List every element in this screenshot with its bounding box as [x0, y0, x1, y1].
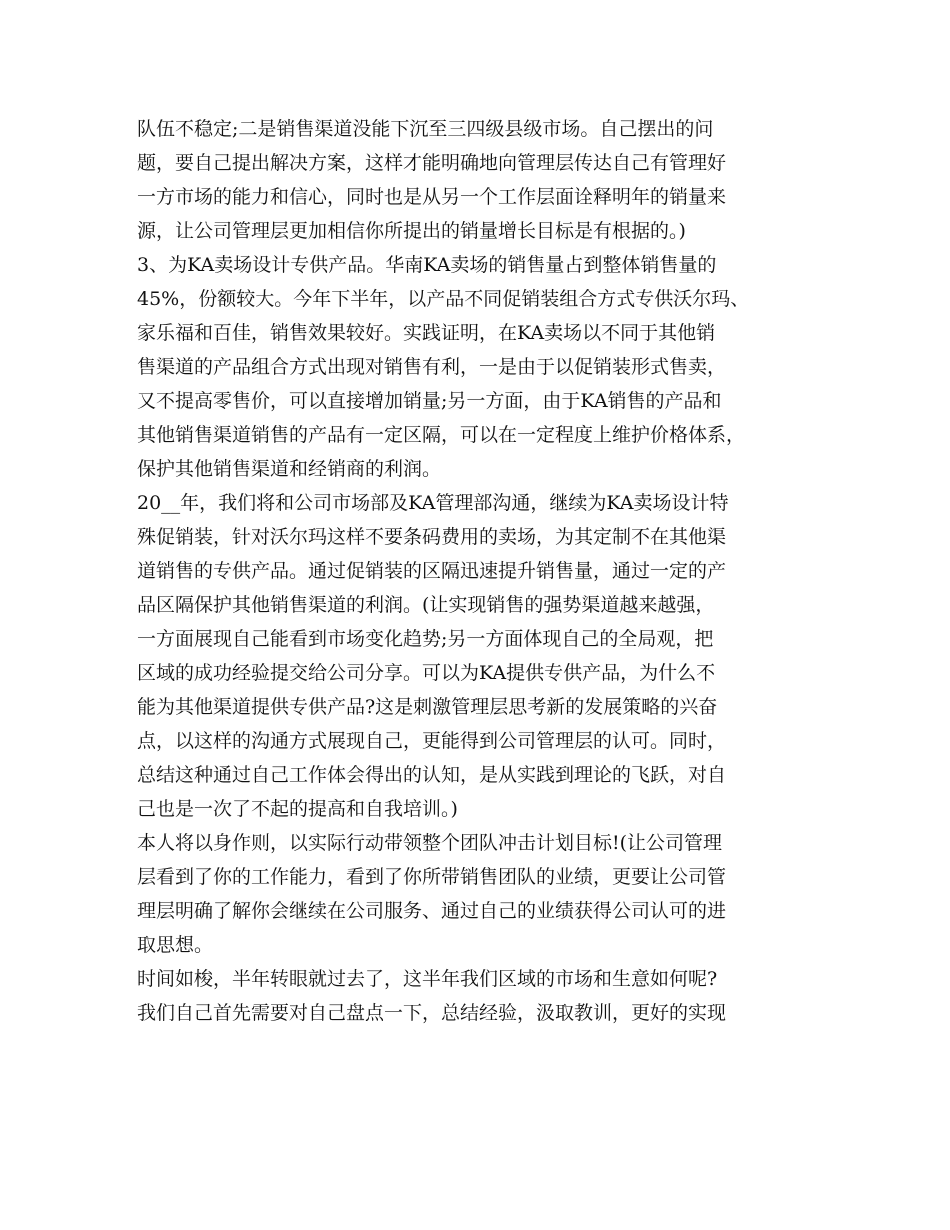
text-line: 一方市场的能力和信心，同时也是从另一个工作层面诠释明年的销量来	[137, 186, 727, 208]
text-line: 3、为KA卖场设计专供产品。华南KA卖场的销售量占到整体销售量的	[137, 254, 717, 276]
text-line: 总结这种通过自己工作体会得出的认知，是从实践到理论的飞跃，对自	[137, 764, 727, 786]
text-line: 品区隔保护其他销售渠道的利润。(让实现销售的强势渠道越来越强，	[137, 594, 715, 616]
text-line: 保护其他销售渠道和经销商的利润。	[137, 458, 442, 480]
text-line: 道销售的专供产品。通过促销装的区隔迅速提升销售量，通过一定的产	[137, 560, 727, 582]
text-line: 取思想。	[137, 934, 214, 956]
text-line: 我们自己首先需要对自己盘点一下，总结经验，汲取教训，更好的实现	[137, 1002, 727, 1024]
text-line: 本人将以身作则，以实际行动带领整个团队冲击计划目标!(让公司管理	[137, 832, 723, 854]
text-line: 区域的成功经验提交给公司分享。可以为KA提供专供产品，为什么不	[137, 662, 716, 684]
text-line: 售渠道的产品组合方式出现对销售有利，一是由于以促销装形式售卖，	[137, 356, 727, 378]
text-line: 队伍不稳定;二是销售渠道没能下沉至三四级县级市场。自己摆出的问	[137, 118, 714, 140]
text-line: 殊促销装，针对沃尔玛这样不要条码费用的卖场，为其定制不在其他渠	[137, 526, 727, 548]
text-line: 点，以这样的沟通方式展现自己，更能得到公司管理层的认可。同时，	[137, 730, 727, 752]
text-line: 一方面展现自己能看到市场变化趋势;另一方面体现自己的全局观，把	[137, 628, 714, 650]
text-line: 其他销售渠道销售的产品有一定区隔，可以在一定程度上维护价格体系，	[137, 424, 746, 446]
text-line: 又不提高零售价，可以直接增加销量;另一方面，由于KA销售的产品和	[137, 390, 722, 412]
document-body	[137, 112, 827, 1030]
text-line: 20__年，我们将和公司市场部及KA管理部沟通，继续为KA卖场设计特	[137, 492, 729, 514]
text-line: 题，要自己提出解决方案，这样才能明确地向管理层传达自己有管理好	[137, 152, 727, 174]
text-line: 时间如梭，半年转眼就过去了，这半年我们区域的市场和生意如何呢?	[137, 968, 718, 990]
text-line: 能为其他渠道提供专供产品?这是刺激管理层思考新的发展策略的兴奋	[137, 696, 718, 718]
text-line: 层看到了你的工作能力，看到了你所带销售团队的业绩，更要让公司管	[137, 866, 727, 888]
text-line: 源，让公司管理层更加相信你所提出的销量增长目标是有根据的。)	[137, 220, 686, 242]
text-line: 己也是一次了不起的提高和自我培训。)	[137, 798, 458, 820]
text-line: 45%，份额较大。今年下半年，以产品不同促销装组合方式专供沃尔玛、	[137, 288, 750, 310]
text-line: 家乐福和百佳，销售效果较好。实践证明，在KA卖场以不同于其他销	[137, 322, 716, 344]
text-line: 理层明确了解你会继续在公司服务、通过自己的业绩获得公司认可的进	[137, 900, 727, 922]
